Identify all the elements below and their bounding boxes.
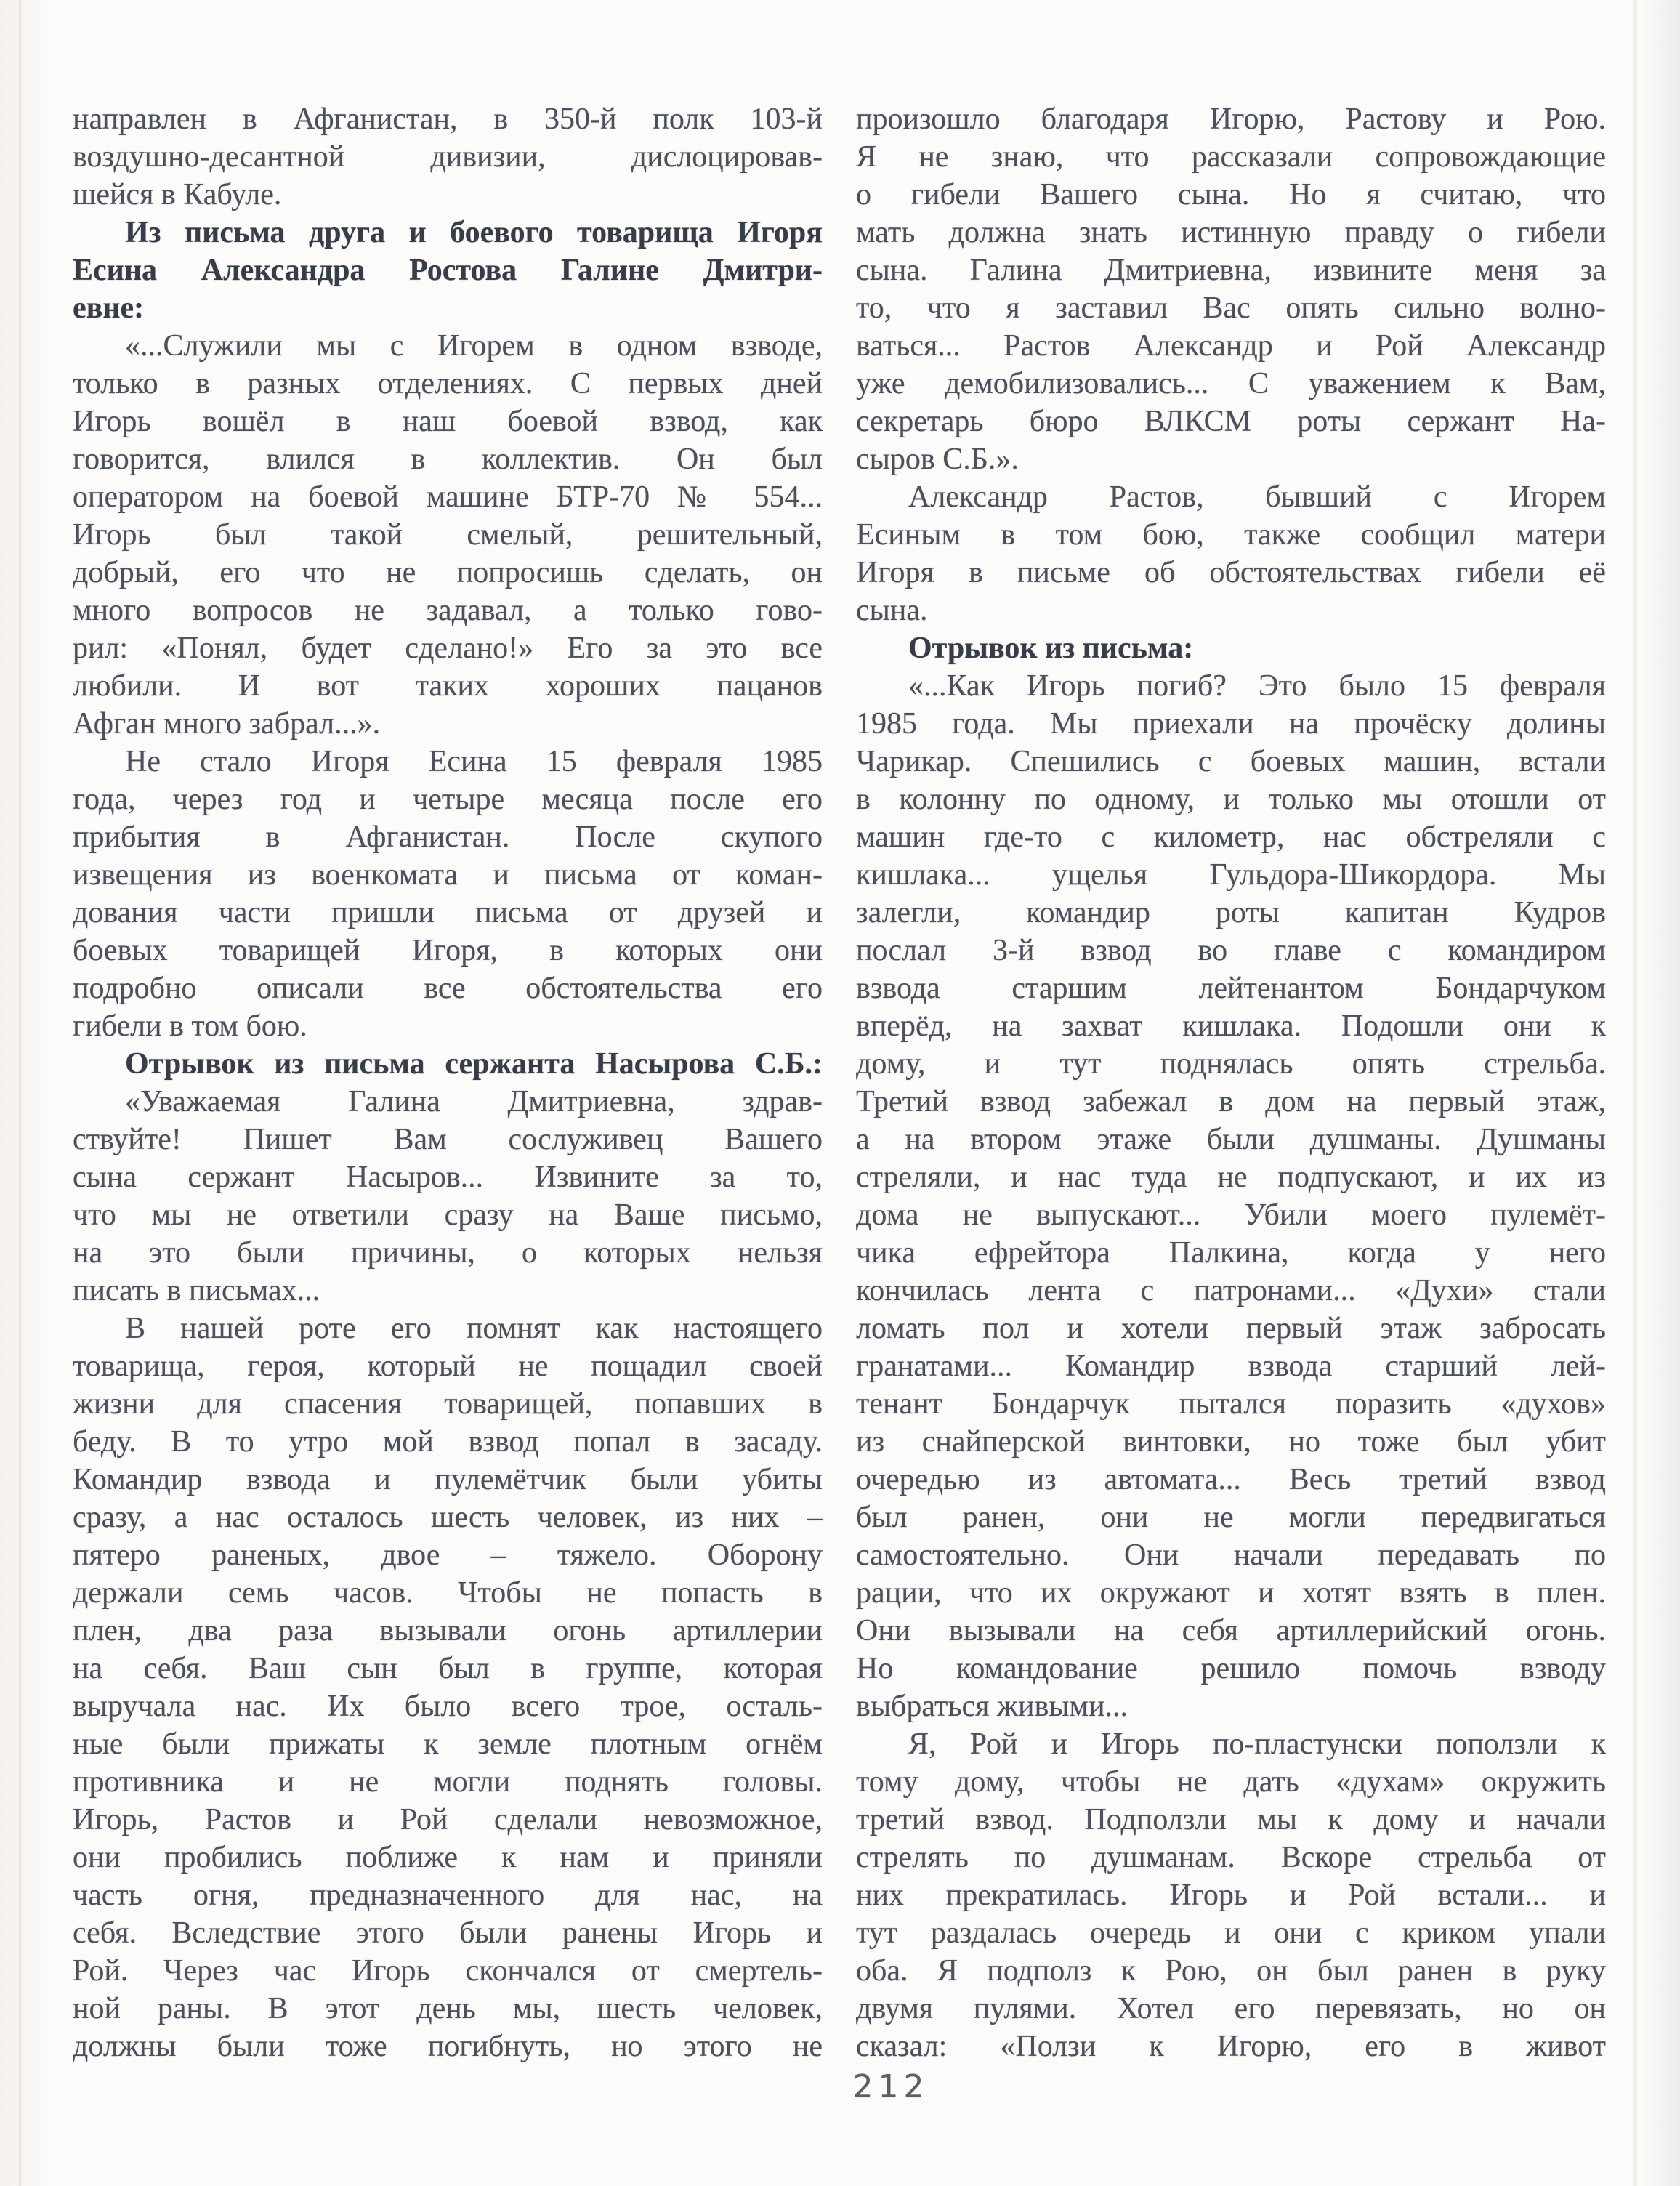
text-line: послал 3-й взвод во главе с командиром	[856, 934, 1606, 967]
text-line: стрелять по душманам. Вскоре стрельба от	[856, 1841, 1606, 1874]
text-line: ствуйте! Пишет Вам сослуживец Вашего	[73, 1123, 823, 1156]
text-line: Александр Растов, бывший с Игорем	[908, 480, 1606, 514]
text-line: в колонну по одному, и только мы отошли от	[856, 783, 1606, 816]
text-line: о гибели Вашего сына. Но я считаю, что	[856, 178, 1606, 211]
text-line: Игорь был такой смелый, решительный,	[73, 518, 823, 552]
text-line: плен, два раза вызывали огонь артиллерии	[73, 1614, 823, 1647]
scan-edge-left	[19, 0, 21, 2186]
text-line: Они вызывали на себя артиллерийский огонь.	[856, 1614, 1606, 1647]
text-line: стреляли, и нас туда не подпускают, и их из	[856, 1161, 1606, 1194]
text-line: ные были прижаты к земле плотным огнём	[73, 1727, 823, 1761]
heading-line: Отрывок из письма:	[908, 632, 1194, 665]
text-line: Игорь, Растов и Рой сделали невозможное,	[73, 1803, 823, 1836]
text-line: рации, что их окружают и хотят взять в плен.	[856, 1576, 1606, 1610]
text-line: чика ефрейтора Палкина, когда у него	[856, 1236, 1606, 1270]
text-line: Третий взвод забежал в дом на первый этаж,	[856, 1085, 1606, 1118]
text-line: Не стало Игоря Есина 15 февраля 1985	[125, 745, 823, 778]
text-line: сына. Галина Дмитриевна, извините меня за	[856, 254, 1606, 287]
text-line: то, что я заставил Вас опять сильно волно-	[856, 291, 1606, 325]
text-line: Командир взвода и пулемётчик были убиты	[73, 1463, 823, 1496]
text-line: товарища, героя, который не пощадил своей	[73, 1350, 823, 1383]
text-line: говорится, влился в коллектив. Он был	[73, 443, 823, 476]
text-line: они пробились поближе к нам и приняли	[73, 1841, 823, 1874]
text-line: уже демобилизовались... С уважением к Вам,	[856, 367, 1606, 400]
text-line: сына сержант Насыров... Извините за то,	[73, 1161, 823, 1194]
text-line: себя. Вследствие этого были ранены Игорь и	[73, 1916, 823, 1950]
text-line: сына.	[856, 594, 928, 627]
text-line: должны были тоже погибнуть, но этого не	[73, 2030, 823, 2063]
text-line: жизни для спасения товарищей, попавших в	[73, 1387, 823, 1421]
text-line: оператором на боевой машине БТР-70 № 554...	[73, 480, 823, 514]
text-line: машин где-то с километр, нас обстреляли с	[856, 820, 1606, 854]
left-column	[73, 100, 823, 2065]
text-line: «...Служили мы с Игорем в одном взводе,	[125, 329, 823, 363]
text-line: выбраться живыми...	[856, 1690, 1128, 1723]
text-line: пятеро раненых, двое – тяжело. Оборону	[73, 1538, 823, 1572]
text-line: года, через год и четыре месяца после его	[73, 783, 823, 816]
right-column	[856, 100, 1606, 2065]
text-line: Я, Рой и Игорь по-пластунски поползли к	[908, 1727, 1606, 1761]
text-line: что мы не ответили сразу на Ваше письмо,	[73, 1198, 823, 1232]
text-line: секретарь бюро ВЛКСМ роты сержант На-	[856, 405, 1606, 438]
text-line: держали семь часов. Чтобы не попасть в	[73, 1576, 823, 1610]
text-line: любили. И вот таких хороших пацанов	[73, 669, 823, 703]
text-line: кончилась лента с патронами... «Духи» стали	[856, 1274, 1606, 1307]
text-line: В нашей роте его помнят как настоящего	[125, 1312, 823, 1345]
text-line: тут раздалась очередь и они с криком упали	[856, 1916, 1606, 1950]
text-line: писать в письмах...	[73, 1274, 320, 1307]
text-line: часть огня, предназначенного для нас, на	[73, 1879, 823, 1912]
text-line: воздушно-десантной дивизии, дислоцировав-	[73, 140, 823, 174]
scan-edge-right	[1633, 0, 1637, 2186]
text-line: гранатами... Командир взвода старший лей-	[856, 1350, 1606, 1383]
text-line: противника и не могли поднять головы.	[73, 1765, 823, 1799]
text-line: сказал: «Ползи к Игорю, его в живот	[856, 2030, 1606, 2063]
text-line: только в разных отделениях. С первых дней	[73, 367, 823, 400]
text-line: прибытия в Афганистан. После скупого	[73, 820, 823, 854]
text-line: Рой. Через час Игорь скончался от смертель-	[73, 1954, 823, 1988]
text-line: оба. Я подполз к Рою, он был ранен в руку	[856, 1954, 1606, 1988]
text-line: тому дому, чтобы не дать «духам» окружить	[856, 1765, 1606, 1799]
text-line: на себя. Ваш сын был в группе, которая	[73, 1652, 823, 1685]
text-line: очередью из автомата... Весь третий взвод	[856, 1463, 1606, 1496]
heading-line: евне:	[73, 291, 145, 325]
text-line: самостоятельно. Они начали передавать по	[856, 1538, 1606, 1572]
text-line: вперёд, на захват кишлака. Подошли они к	[856, 1009, 1606, 1043]
text-line: ной раны. В этот день мы, шесть человек,	[73, 1992, 823, 2025]
text-line: 1985 года. Мы приехали на прочёску долины	[856, 707, 1606, 741]
text-line: а на втором этаже были душманы. Душманы	[856, 1123, 1606, 1156]
text-line: Я не знаю, что рассказали сопровождающие	[856, 140, 1606, 174]
text-line: Есиным в том бою, также сообщил матери	[856, 518, 1606, 552]
text-line: направлен в Афганистан, в 350-й полк 103-й	[73, 102, 823, 136]
text-line: выручала нас. Их было всего трое, осталь-	[73, 1690, 823, 1723]
text-line: рил: «Понял, будет сделано!» Его за это все	[73, 632, 823, 665]
page-number: 212	[852, 2068, 929, 2105]
text-line: Чарикар. Спешились с боевых машин, встали	[856, 745, 1606, 778]
text-line: произошло благодаря Игорю, Растову и Рою.	[856, 102, 1606, 136]
text-line: Игорь вошёл в наш боевой взвод, как	[73, 405, 823, 438]
text-line: Игоря в письме об обстоятельствах гибели её	[856, 556, 1606, 589]
text-line: сразу, а нас осталось шесть человек, из них –	[73, 1501, 823, 1534]
text-line: Афган много забрал...».	[73, 707, 381, 741]
text-line: ломать пол и хотели первый этаж забросать	[856, 1312, 1606, 1345]
text-line: подробно описали все обстоятельства его	[73, 972, 823, 1005]
text-line: на это были причины, о которых нельзя	[73, 1236, 823, 1270]
text-line: них прекратилась. Игорь и Рой встали... и	[856, 1879, 1606, 1912]
text-line: Но командование решило помочь взводу	[856, 1652, 1606, 1685]
text-line: гибели в том бою.	[73, 1009, 307, 1043]
text-line: дования части пришли письма от друзей и	[73, 896, 823, 929]
text-line: двумя пулями. Хотел его перевязать, но он	[856, 1992, 1606, 2025]
text-line: «Уважаемая Галина Дмитриевна, здрав-	[125, 1085, 823, 1118]
text-line: боевых товарищей Игоря, в которых они	[73, 934, 823, 967]
text-line: добрый, его что не попросишь сделать, он	[73, 556, 823, 589]
text-line: сыров С.Б.».	[856, 443, 1019, 476]
text-line: кишлака... ущелья Гульдора-Шикордора. Мы	[856, 858, 1606, 892]
text-line: беду. В то утро мой взвод попал в засаду.	[73, 1425, 823, 1459]
text-line: взвода старшим лейтенантом Бондарчуком	[856, 972, 1606, 1005]
text-columns	[73, 100, 1606, 2065]
heading-line: Отрывок из письма сержанта Насырова С.Б.:	[125, 1047, 823, 1081]
text-line: тенант Бондарчук пытался поразить «духов»	[856, 1387, 1606, 1421]
text-line: дому, и тут поднялась опять стрельба.	[856, 1047, 1606, 1081]
text-line: третий взвод. Подползли мы к дому и начали	[856, 1803, 1606, 1836]
heading-line: Из письма друга и боевого товарища Игоря	[125, 216, 823, 249]
text-line: «...Как Игорь погиб? Это было 15 февраля	[908, 669, 1606, 703]
text-line: из снайперской винтовки, но тоже был убит	[856, 1425, 1606, 1459]
text-line: много вопросов не задавал, а только гово-	[73, 594, 823, 627]
text-line: шейся в Кабуле.	[73, 178, 282, 211]
text-line: залегли, командир роты капитан Кудров	[856, 896, 1606, 929]
text-line: извещения из военкомата и письма от коман-	[73, 858, 823, 892]
heading-line: Есина Александра Ростова Галине Дмитри-	[73, 254, 823, 287]
text-line: был ранен, они не могли передвигаться	[856, 1501, 1606, 1534]
text-line: дома не выпускают... Убили моего пулемёт-	[856, 1198, 1606, 1232]
text-line: мать должна знать истинную правду о гибели	[856, 216, 1606, 249]
text-line: ваться... Растов Александр и Рой Александр	[856, 329, 1606, 363]
